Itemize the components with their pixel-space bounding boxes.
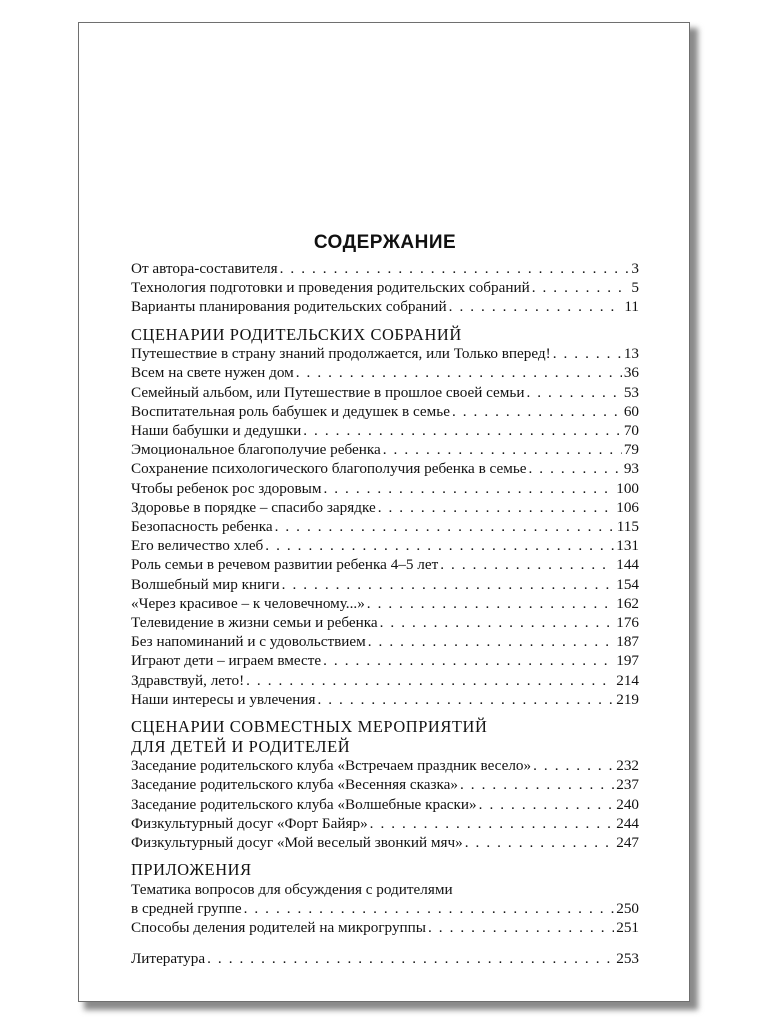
toc-entry: «Через красивое – к человечному...» . . . 162 — [131, 594, 639, 613]
toc-title: СОДЕРЖАНИЕ — [313, 232, 457, 253]
toc-entry: От автора-составителя . . . 3 — [131, 259, 639, 278]
toc-entry: Эмоциональное благополучие ребенка . . . 79 — [131, 440, 639, 459]
toc-entry: Здравствуй, лето! . . . 214 — [131, 671, 639, 690]
toc-entry: Его величество хлеб . . . 131 — [131, 536, 639, 555]
table-of-contents — [131, 229, 639, 969]
section-heading: ПРИЛОЖЕНИЯ — [131, 860, 252, 880]
toc-entry-first-line: Тематика вопросов для обсуждения с родителями — [131, 880, 453, 898]
book-page — [78, 22, 690, 1002]
toc-entry: Волшебный мир книги . . . 154 — [131, 575, 639, 594]
section-heading-continuation: ДЛЯ ДЕТЕЙ И РОДИТЕЛЕЙ — [131, 736, 351, 756]
toc-entry: Варианты планирования родительских собраний . . . 11 — [131, 297, 639, 316]
toc-entry: Заседание родительского клуба «Встречаем праздник весело» . . . 232 — [131, 756, 639, 775]
toc-entry: Воспитательная роль бабушек и дедушек в семье . . . 60 — [131, 402, 639, 421]
toc-entry: Здоровье в порядке – спасибо зарядке . . . 106 — [131, 498, 639, 517]
toc-entry: Всем на свете нужен дом . . . 36 — [131, 363, 639, 382]
section-heading: СЦЕНАРИИ РОДИТЕЛЬСКИХ СОБРАНИЙ — [131, 324, 462, 344]
toc-entry: Заседание родительского клуба «Весенняя сказка» . . . 237 — [131, 775, 639, 794]
toc-entry: Играют дети – играем вместе . . . 197 — [131, 651, 639, 670]
toc-entry: в средней группе . . . 250 — [131, 899, 639, 918]
toc-entry: Безопасность ребенка . . . 115 — [131, 517, 639, 536]
toc-entry: Роль семьи в речевом развитии ребенка 4–5 лет . . . 144 — [131, 555, 639, 574]
toc-entry: Технология подготовки и проведения родительских собраний . . . 5 — [131, 278, 639, 297]
toc-entry: Без напоминаний и с удовольствием . . . 187 — [131, 632, 639, 651]
toc-entry: Чтобы ребенок рос здоровым . . . 100 — [131, 479, 639, 498]
toc-entry: Семейный альбом, или Путешествие в прошлое своей семьи . . . 53 — [131, 383, 639, 402]
toc-entry: Путешествие в страну знаний продолжается, или Только вперед! . . . 13 — [131, 344, 639, 363]
toc-entry: Способы деления родителей на микрогруппы . . . 251 — [131, 918, 639, 937]
section-heading: СЦЕНАРИИ СОВМЕСТНЫХ МЕРОПРИЯТИЙ — [131, 717, 488, 737]
toc-entry: Физкультурный досуг «Форт Байяр» . . . 244 — [131, 814, 639, 833]
toc-entry: Наши бабушки и дедушки . . . 70 — [131, 421, 639, 440]
toc-entry: Телевидение в жизни семьи и ребенка . . . 176 — [131, 613, 639, 632]
toc-entry: Сохранение психологического благополучия ребенка в семье . . . 93 — [131, 459, 639, 478]
toc-entry: Физкультурный досуг «Мой веселый звонкий мяч» . . . 247 — [131, 833, 639, 852]
toc-entry: Заседание родительского клуба «Волшебные краски» . . . 240 — [131, 795, 639, 814]
toc-entry-literature: Литература . . . 253 — [131, 949, 639, 968]
toc-entry: Наши интересы и увлечения . . . 219 — [131, 690, 639, 709]
